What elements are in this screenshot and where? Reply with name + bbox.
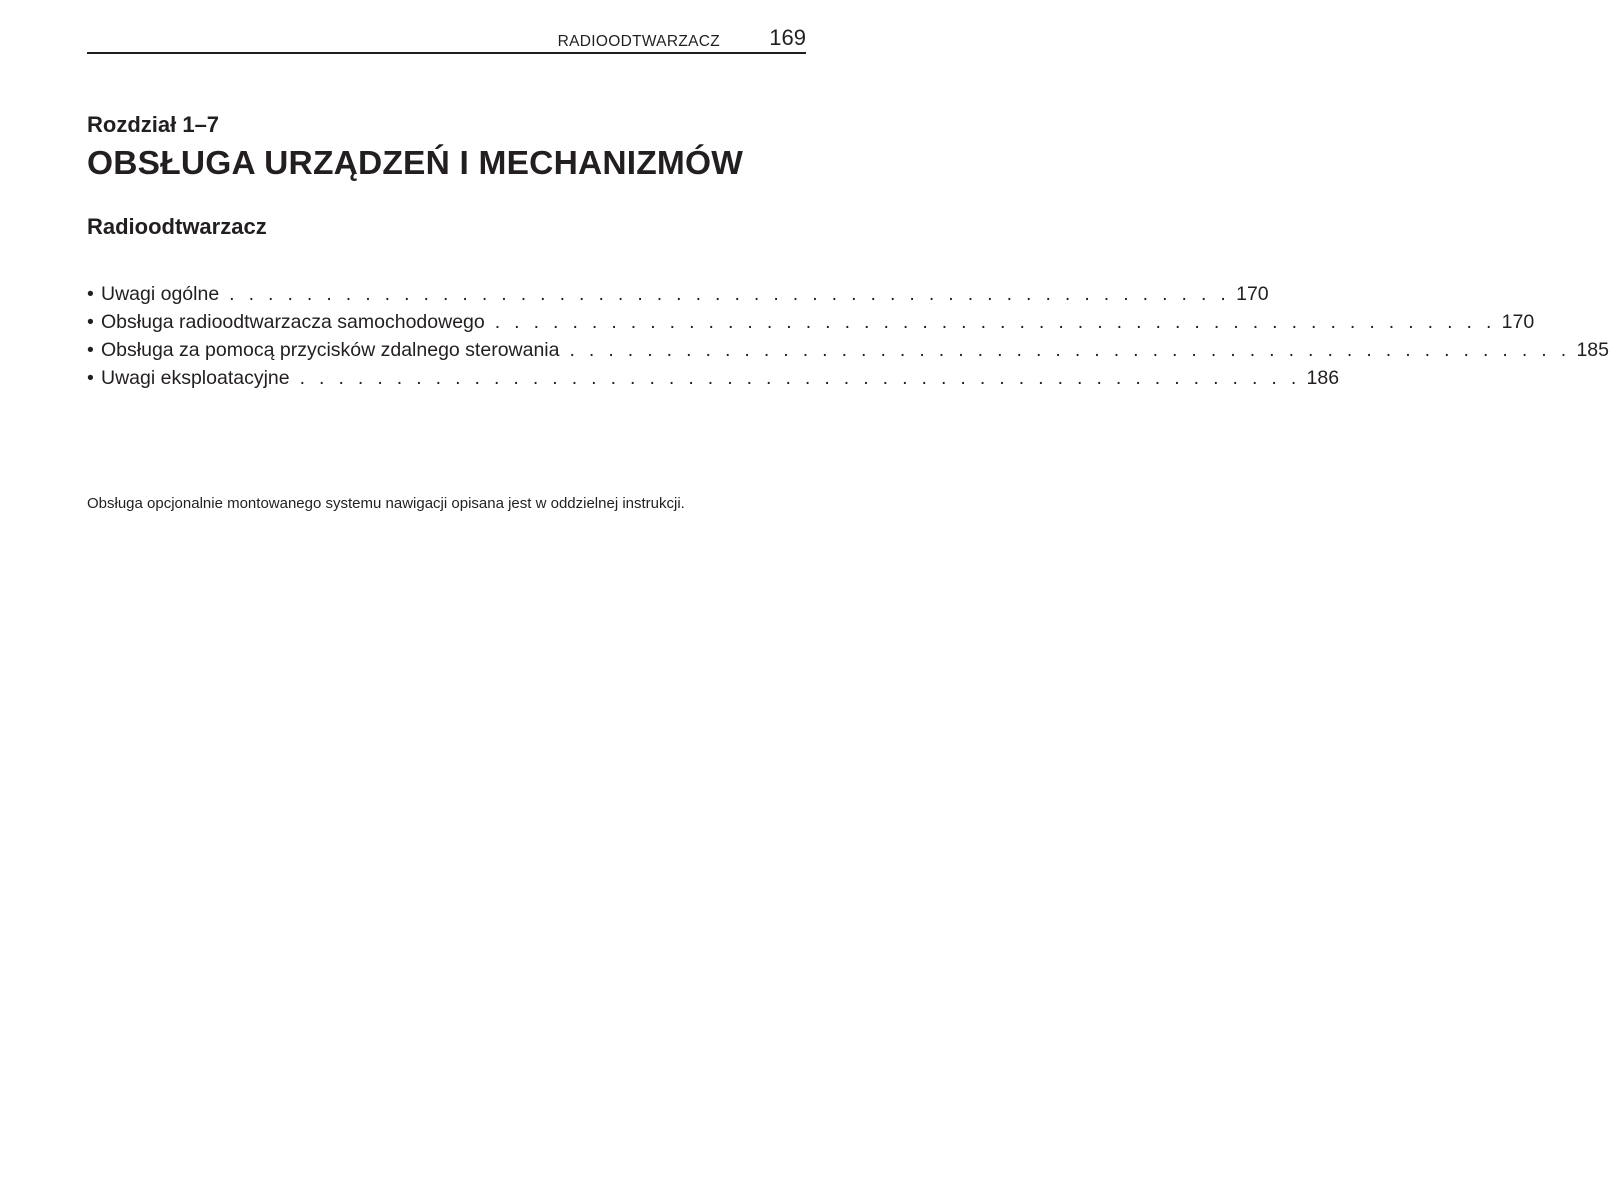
dot-leader: . . . . . . . . . . . . . . . . . . . . . . . . . . . . . . . . . . . . . . . . . . . . . . . . . . . . [569, 339, 1571, 361]
toc-entry-radio-operation[interactable] [87, 310, 1535, 338]
toc-entry-general-notes[interactable] [87, 282, 1269, 310]
toc-entry-remote-buttons[interactable] [87, 338, 1609, 366]
toc-entry-page: 185 [1576, 339, 1609, 361]
running-header [87, 26, 806, 54]
page-number: 169 [769, 25, 806, 50]
navigation-note: Obsługa opcjonalnie montowanego systemu nawigacji opisana jest w oddzielnej instrukcji. [87, 495, 685, 512]
table-of-contents [87, 282, 1609, 394]
toc-entry-label: Uwagi ogólne [101, 283, 220, 305]
bullet-icon: • [87, 283, 94, 305]
bullet-icon: • [87, 339, 94, 361]
toc-entry-label: Obsługa za pomocą przycisków zdalnego sterowania [101, 339, 560, 361]
toc-entry-page: 170 [1501, 311, 1535, 333]
toc-entry-label: Uwagi eksploatacyjne [101, 367, 290, 389]
toc-entry-page: 186 [1306, 367, 1340, 389]
toc-entry-maintenance-notes[interactable] [87, 366, 1340, 394]
section-title: Radioodtwarzacz [87, 214, 267, 239]
dot-leader: . . . . . . . . . . . . . . . . . . . . . . . . . . . . . . . . . . . . . . . . . . . . . . . . . . . . [299, 367, 1301, 389]
bullet-icon: • [87, 311, 94, 333]
toc-entry-label: Obsługa radioodtwarzacza samochodowego [101, 311, 485, 333]
toc-entry-page: 170 [1236, 283, 1269, 305]
running-header-title: RADIOODTWARZACZ [557, 33, 720, 50]
dot-leader: . . . . . . . . . . . . . . . . . . . . . . . . . . . . . . . . . . . . . . . . . . . . . . . . . . . . [494, 311, 1496, 333]
dot-leader: . . . . . . . . . . . . . . . . . . . . . . . . . . . . . . . . . . . . . . . . . . . . . . . . . . . . [229, 283, 1231, 305]
chapter-label: Rozdział 1–7 [87, 112, 220, 137]
bullet-icon: • [87, 367, 94, 389]
chapter-title: OBSŁUGA URZĄDZEŃ I MECHANIZMÓW [87, 145, 744, 182]
